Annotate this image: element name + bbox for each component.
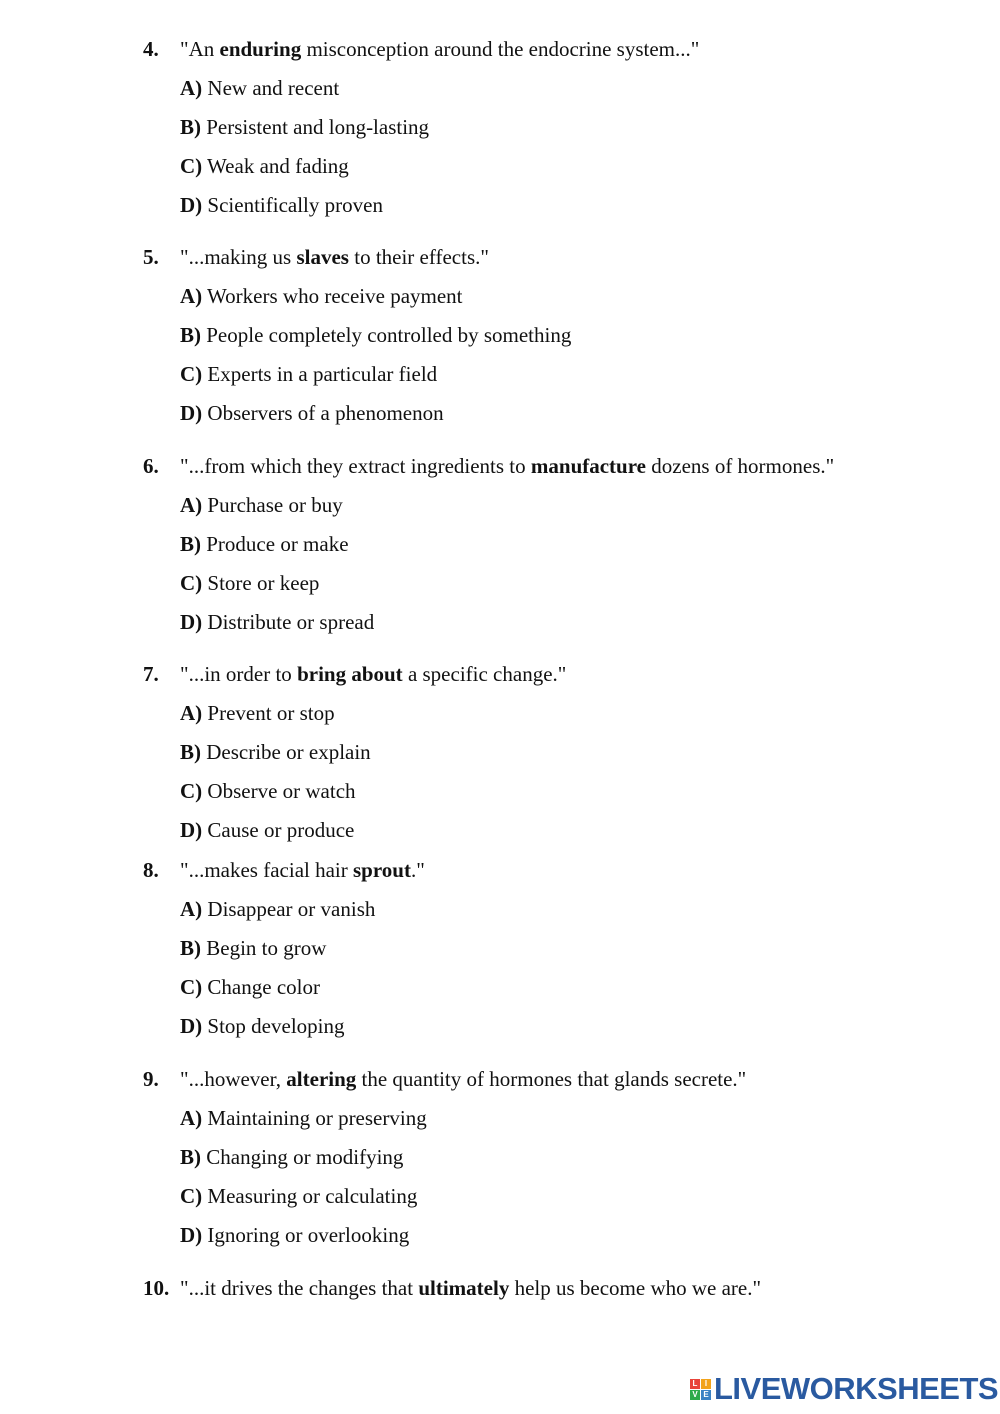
question-number: 9. [143,1067,159,1091]
question-stem: "...in order to bring about a specific change." [180,662,567,686]
question-stem: "...it drives the changes that ultimately help us become who we are." [180,1276,762,1300]
logo-mark-icon: L I V E [690,1379,711,1400]
keyword: bring about [297,662,403,686]
keyword: ultimately [418,1276,510,1300]
question-stem: "...making us slaves to their effects." [180,245,489,269]
question-number: 10. [143,1276,170,1300]
keyword: manufacture [530,454,646,478]
logo-text: LIVEWORKSHEETS [714,1371,999,1406]
question-number: 8. [143,858,159,882]
liveworksheets-logo [690,1371,998,1407]
question-number: 5. [143,245,159,269]
question-number: 6. [143,454,159,478]
question-number: 7. [143,662,159,686]
question-stem: "An enduring misconception around the endocrine system..." [180,37,700,61]
keyword: slaves [296,245,349,269]
question-stem: "...makes facial hair sprout." [180,858,425,882]
question-stem: "...however, altering the quantity of hormones that glands secrete." [180,1067,747,1091]
question-number: 4. [143,37,159,61]
question-stem: "...from which they extract ingredients to manufacture dozens of hormones." [180,454,835,478]
keyword: sprout [353,858,411,882]
keyword: enduring [219,37,302,61]
keyword: altering [286,1067,357,1091]
